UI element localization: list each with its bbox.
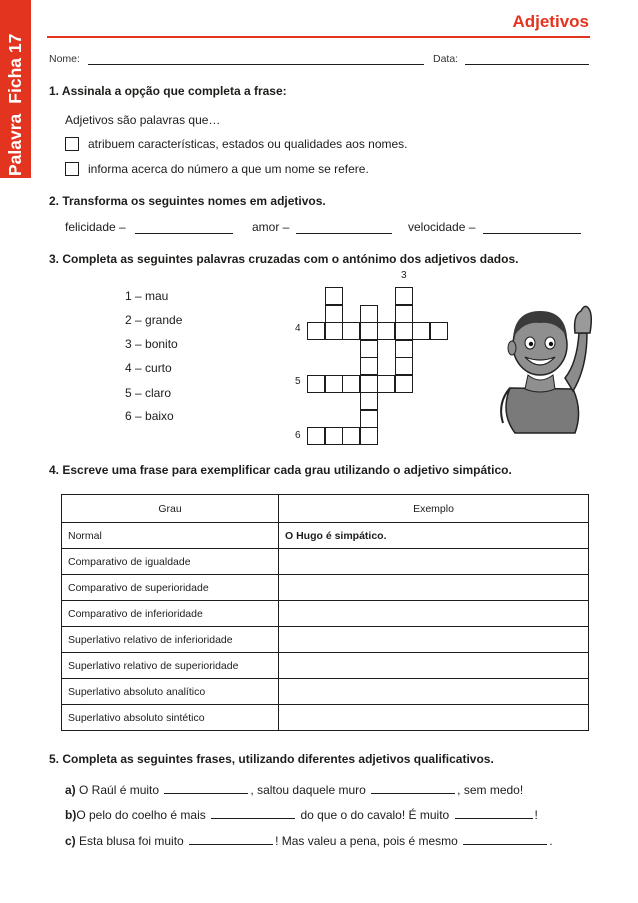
exemplo-input-cell[interactable] — [279, 627, 589, 653]
crossword-cell[interactable] — [395, 375, 413, 393]
sentence-b-part3: ! — [534, 808, 538, 822]
sentence-c-blank-1[interactable] — [189, 844, 273, 845]
sentence-b-part1: O pelo do coelho é mais — [76, 808, 206, 822]
table-row — [62, 705, 589, 731]
clue-2: 2 – grande — [125, 313, 183, 327]
date-field[interactable] — [465, 64, 589, 65]
name-field[interactable] — [88, 64, 424, 65]
option-2-label: informa acerca do número a que um nome se refere. — [88, 162, 369, 176]
table-row — [62, 601, 589, 627]
grid-number-6: 6 — [295, 430, 301, 441]
table-row — [62, 523, 589, 549]
grau-cell: Superlativo absoluto sintético — [62, 705, 279, 731]
crossword-cell[interactable] — [360, 427, 378, 445]
sentence-a-label: a) — [65, 783, 76, 797]
sentence-b — [65, 808, 538, 822]
side-tab — [0, 0, 31, 178]
crossword-cell[interactable] — [360, 340, 378, 358]
crossword-cell[interactable] — [360, 305, 378, 323]
crossword-cell[interactable] — [325, 305, 343, 323]
crossword-cell[interactable] — [395, 305, 413, 323]
boy-waving-illustration — [495, 293, 595, 438]
grau-table — [61, 494, 589, 731]
exemplo-input-cell[interactable] — [279, 653, 589, 679]
crossword-cell[interactable] — [307, 427, 325, 445]
answer-amor-field[interactable] — [296, 233, 392, 234]
grid-number-5: 5 — [295, 376, 301, 387]
crossword-cell[interactable] — [325, 287, 343, 305]
crossword-cell[interactable] — [342, 322, 360, 340]
crossword-cell[interactable] — [325, 322, 343, 340]
crossword-cell[interactable] — [360, 410, 378, 428]
sentence-b-blank-2[interactable] — [455, 818, 533, 819]
crossword-cell[interactable] — [395, 340, 413, 358]
sentence-c-part3: . — [549, 834, 553, 848]
exemplo-input-cell[interactable] — [279, 679, 589, 705]
sentence-a — [65, 783, 523, 797]
exemplo-input-cell[interactable] — [279, 575, 589, 601]
grau-cell: Comparativo de igualdade — [62, 549, 279, 575]
answer-velocidade-field[interactable] — [483, 233, 581, 234]
question-5-title: 5. Completa as seguintes frases, utilizando diferentes adjetivos qualificativos. — [49, 752, 494, 766]
option-1-label: atribuem características, estados ou qualidades aos nomes. — [88, 137, 408, 151]
sentence-c — [65, 834, 553, 848]
clue-6: 6 – baixo — [125, 409, 174, 423]
crossword-cell[interactable] — [395, 322, 413, 340]
header-divider — [47, 36, 590, 38]
grau-cell: Normal — [62, 523, 279, 549]
crossword-cell[interactable] — [395, 357, 413, 375]
clue-4: 4 – curto — [125, 361, 172, 375]
name-label: Nome: — [49, 53, 80, 65]
crossword-cell[interactable] — [307, 322, 325, 340]
question-4-title: 4. Escreve uma frase para exemplificar cada grau utilizando o adjetivo simpático. — [49, 463, 512, 477]
table-row — [62, 575, 589, 601]
clue-5: 5 – claro — [125, 386, 172, 400]
clue-1: 1 – mau — [125, 289, 169, 303]
crossword-cell[interactable] — [360, 392, 378, 410]
table-row — [62, 549, 589, 575]
crossword-cell[interactable] — [325, 427, 343, 445]
sentence-a-blank-1[interactable] — [164, 793, 248, 794]
sentence-c-label: c) — [65, 834, 76, 848]
sentence-b-blank-1[interactable] — [211, 818, 295, 819]
table-row — [62, 679, 589, 705]
grau-cell: Superlativo relativo de inferioridade — [62, 627, 279, 653]
exemplo-cell: O Hugo é simpático. — [279, 523, 589, 549]
exemplo-input-cell[interactable] — [279, 549, 589, 575]
side-tab-label: PalavraFicha 17 — [5, 33, 25, 176]
crossword-cell[interactable] — [412, 322, 430, 340]
date-label: Data: — [433, 53, 459, 65]
sentence-a-part2: , saltou daquele muro — [250, 783, 366, 797]
table-row — [62, 653, 589, 679]
crossword-cell[interactable] — [307, 375, 325, 393]
grau-cell: Superlativo relativo de superioridade — [62, 653, 279, 679]
grid-number-4: 4 — [295, 323, 301, 334]
word-felicidade: felicidade – — [65, 220, 126, 234]
header-exemplo: Exemplo — [279, 495, 589, 523]
sentence-b-label: b) — [65, 808, 77, 822]
clue-3: 3 – bonito — [125, 337, 178, 351]
grau-cell: Superlativo absoluto analítico — [62, 679, 279, 705]
sentence-a-blank-2[interactable] — [371, 793, 455, 794]
option-2-checkbox[interactable] — [65, 162, 79, 176]
table-row — [62, 627, 589, 653]
crossword-cell[interactable] — [325, 375, 343, 393]
crossword-cell[interactable] — [377, 322, 395, 340]
page-title: Adjetivos — [512, 12, 589, 31]
sentence-c-part2: ! Mas valeu a pena, pois é mesmo — [275, 834, 458, 848]
question-1-prompt: Adjetivos são palavras que… — [65, 113, 221, 127]
grau-cell: Comparativo de inferioridade — [62, 601, 279, 627]
answer-felicidade-field[interactable] — [135, 233, 233, 234]
exemplo-input-cell[interactable] — [279, 705, 589, 731]
crossword-cell[interactable] — [360, 357, 378, 375]
question-1-title: 1. Assinala a opção que completa a frase: — [49, 84, 287, 98]
crossword-cell[interactable] — [342, 375, 360, 393]
exemplo-input-cell[interactable] — [279, 601, 589, 627]
crossword-cell[interactable] — [377, 375, 395, 393]
question-2-title: 2. Transforma os seguintes nomes em adjetivos. — [49, 194, 326, 208]
sentence-c-blank-2[interactable] — [463, 844, 547, 845]
option-1-checkbox[interactable] — [65, 137, 79, 151]
question-3-title: 3. Completa as seguintes palavras cruzadas com o antónimo dos adjetivos dados. — [49, 252, 519, 266]
grau-cell: Comparativo de superioridade — [62, 575, 279, 601]
sentence-a-part3: , sem medo! — [457, 783, 524, 797]
crossword-cell[interactable] — [342, 427, 360, 445]
header-grau: Grau — [62, 495, 279, 523]
crossword-cell[interactable] — [430, 322, 448, 340]
crossword-cell[interactable] — [360, 375, 378, 393]
word-velocidade: velocidade – — [408, 220, 476, 234]
crossword-cell[interactable] — [395, 287, 413, 305]
sentence-a-part1: O Raúl é muito — [79, 783, 160, 797]
grid-number-3: 3 — [401, 270, 407, 281]
word-amor: amor – — [252, 220, 290, 234]
sentence-b-part2: do que o do cavalo! É muito — [300, 808, 450, 822]
sentence-c-part1: Esta blusa foi muito — [79, 834, 184, 848]
crossword-cell[interactable] — [360, 322, 378, 340]
